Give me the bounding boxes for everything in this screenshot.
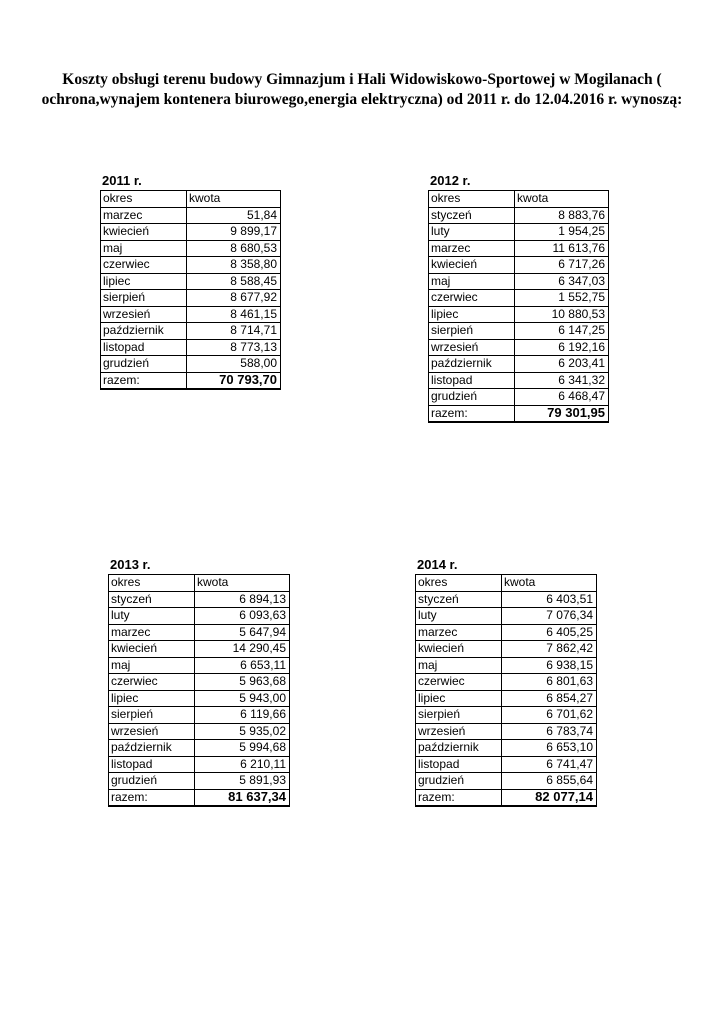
table-row — [109, 707, 290, 724]
month-cell: czerwiec — [429, 290, 515, 307]
table-row — [416, 773, 597, 790]
month-cell: wrzesień — [416, 723, 502, 740]
table-row — [416, 657, 597, 674]
amount-cell: 1 552,75 — [515, 290, 609, 307]
amount-cell: 9 899,17 — [187, 224, 281, 241]
month-cell: lipiec — [429, 306, 515, 323]
header-kwota: kwota — [515, 191, 609, 208]
month-cell: maj — [109, 657, 195, 674]
month-cell: wrzesień — [429, 339, 515, 356]
header-okres: okres — [429, 191, 515, 208]
month-cell: październik — [101, 323, 187, 340]
total-label: razem: — [416, 789, 502, 806]
table-row — [416, 608, 597, 625]
month-cell: grudzień — [109, 773, 195, 790]
amount-cell: 5 935,02 — [195, 723, 290, 740]
year-heading: 2014 r. — [417, 557, 458, 572]
month-cell: wrzesień — [101, 306, 187, 323]
month-cell: lipiec — [101, 273, 187, 290]
table-row — [101, 339, 281, 356]
amount-cell: 5 994,68 — [195, 740, 290, 757]
amount-cell: 6 701,62 — [502, 707, 597, 724]
table-row — [101, 224, 281, 241]
amount-cell: 6 341,32 — [515, 372, 609, 389]
table-block-2011 — [100, 172, 281, 390]
total-row — [429, 405, 609, 422]
header-okres: okres — [101, 191, 187, 208]
month-cell: marzec — [109, 624, 195, 641]
month-cell: listopad — [109, 756, 195, 773]
table-body — [429, 191, 609, 423]
table-row — [109, 773, 290, 790]
month-cell: luty — [429, 224, 515, 241]
amount-cell: 6 653,10 — [502, 740, 597, 757]
table-row — [429, 257, 609, 274]
table-row — [109, 641, 290, 658]
month-cell: sierpień — [429, 323, 515, 340]
table-row — [101, 306, 281, 323]
table-body — [109, 575, 290, 807]
amount-cell: 7 862,42 — [502, 641, 597, 658]
amount-cell: 6 855,64 — [502, 773, 597, 790]
table-body — [416, 575, 597, 807]
month-cell: kwiecień — [429, 257, 515, 274]
table-row — [101, 356, 281, 373]
table-row — [101, 290, 281, 307]
total-label: razem: — [429, 405, 515, 422]
amount-cell: 8 773,13 — [187, 339, 281, 356]
amount-cell: 8 461,15 — [187, 306, 281, 323]
header-row — [416, 575, 597, 592]
cost-table — [415, 574, 597, 807]
month-cell: sierpień — [109, 707, 195, 724]
table-row — [429, 290, 609, 307]
table-row — [429, 323, 609, 340]
month-cell: grudzień — [416, 773, 502, 790]
table-block-2014 — [415, 556, 597, 807]
table-row — [416, 591, 597, 608]
month-cell: lipiec — [416, 690, 502, 707]
table-row — [416, 624, 597, 641]
month-cell: sierpień — [101, 290, 187, 307]
month-cell: styczeń — [429, 207, 515, 224]
month-cell: listopad — [101, 339, 187, 356]
header-row — [101, 191, 281, 208]
amount-cell: 6 093,63 — [195, 608, 290, 625]
year-heading: 2013 r. — [110, 557, 151, 572]
total-row — [101, 372, 281, 389]
table-row — [101, 207, 281, 224]
amount-cell: 1 954,25 — [515, 224, 609, 241]
amount-cell: 6 119,66 — [195, 707, 290, 724]
month-cell: październik — [429, 356, 515, 373]
table-row — [416, 723, 597, 740]
amount-cell: 5 963,68 — [195, 674, 290, 691]
amount-cell: 8 677,92 — [187, 290, 281, 307]
header-kwota: kwota — [187, 191, 281, 208]
table-row — [429, 224, 609, 241]
table-row — [429, 356, 609, 373]
header-row — [109, 575, 290, 592]
amount-cell: 6 741,47 — [502, 756, 597, 773]
table-row — [429, 240, 609, 257]
total-value: 79 301,95 — [515, 405, 609, 422]
total-value: 70 793,70 — [187, 372, 281, 389]
table-body — [101, 191, 281, 390]
amount-cell: 5 943,00 — [195, 690, 290, 707]
table-row — [429, 207, 609, 224]
month-cell: maj — [416, 657, 502, 674]
table-row — [429, 273, 609, 290]
month-cell: styczeń — [109, 591, 195, 608]
month-cell: listopad — [429, 372, 515, 389]
header-okres: okres — [109, 575, 195, 592]
month-cell: maj — [429, 273, 515, 290]
table-row — [101, 257, 281, 274]
month-cell: wrzesień — [109, 723, 195, 740]
amount-cell: 6 717,26 — [515, 257, 609, 274]
month-cell: luty — [109, 608, 195, 625]
cost-table — [428, 190, 609, 423]
month-cell: marzec — [429, 240, 515, 257]
amount-cell: 6 203,41 — [515, 356, 609, 373]
cost-table — [100, 190, 281, 390]
table-row — [429, 389, 609, 406]
table-row — [109, 591, 290, 608]
amount-cell: 8 358,80 — [187, 257, 281, 274]
total-value: 82 077,14 — [502, 789, 597, 806]
header-kwota: kwota — [195, 575, 290, 592]
amount-cell: 6 653,11 — [195, 657, 290, 674]
amount-cell: 6 347,03 — [515, 273, 609, 290]
table-row — [101, 323, 281, 340]
total-row — [109, 789, 290, 806]
table-row — [109, 756, 290, 773]
amount-cell: 6 938,15 — [502, 657, 597, 674]
table-row — [109, 723, 290, 740]
table-row — [416, 756, 597, 773]
year-heading: 2011 r. — [102, 173, 142, 188]
amount-cell: 8 714,71 — [187, 323, 281, 340]
table-row — [109, 690, 290, 707]
month-cell: czerwiec — [101, 257, 187, 274]
month-cell: lipiec — [109, 690, 195, 707]
total-label: razem: — [101, 372, 187, 389]
amount-cell: 5 647,94 — [195, 624, 290, 641]
amount-cell: 6 783,74 — [502, 723, 597, 740]
table-row — [429, 372, 609, 389]
table-row — [109, 740, 290, 757]
amount-cell: 8 883,76 — [515, 207, 609, 224]
total-row — [416, 789, 597, 806]
table-row — [416, 707, 597, 724]
month-cell: maj — [101, 240, 187, 257]
table-row — [429, 306, 609, 323]
amount-cell: 6 468,47 — [515, 389, 609, 406]
amount-cell: 6 403,51 — [502, 591, 597, 608]
amount-cell: 7 076,34 — [502, 608, 597, 625]
header-kwota: kwota — [502, 575, 597, 592]
amount-cell: 8 588,45 — [187, 273, 281, 290]
month-cell: styczeń — [416, 591, 502, 608]
month-cell: kwiecień — [109, 641, 195, 658]
total-value: 81 637,34 — [195, 789, 290, 806]
table-row — [109, 674, 290, 691]
month-cell: luty — [416, 608, 502, 625]
month-cell: grudzień — [101, 356, 187, 373]
document-title: Koszty obsługi terenu budowy Gimnazjum i Hali Widowiskowo-Sportowej w Mogilanach ( ochrona,wynajem kontenera biurowego,energia elektryczna) od 2011 r. do 12.04.2016 r. wynoszą: — [41, 71, 683, 108]
header-okres: okres — [416, 575, 502, 592]
amount-cell: 6 854,27 — [502, 690, 597, 707]
amount-cell: 6 210,11 — [195, 756, 290, 773]
amount-cell: 10 880,53 — [515, 306, 609, 323]
month-cell: październik — [109, 740, 195, 757]
table-row — [416, 740, 597, 757]
month-cell: marzec — [416, 624, 502, 641]
amount-cell: 14 290,45 — [195, 641, 290, 658]
cost-table — [108, 574, 290, 807]
amount-cell: 5 891,93 — [195, 773, 290, 790]
year-heading: 2012 r. — [430, 173, 471, 188]
header-row — [429, 191, 609, 208]
table-row — [101, 273, 281, 290]
month-cell: październik — [416, 740, 502, 757]
table-row — [416, 690, 597, 707]
amount-cell: 6 405,25 — [502, 624, 597, 641]
table-row — [416, 674, 597, 691]
amount-cell: 6 894,13 — [195, 591, 290, 608]
total-label: razem: — [109, 789, 195, 806]
month-cell: czerwiec — [109, 674, 195, 691]
amount-cell: 11 613,76 — [515, 240, 609, 257]
amount-cell: 51,84 — [187, 207, 281, 224]
table-row — [101, 240, 281, 257]
amount-cell: 6 801,63 — [502, 674, 597, 691]
month-cell: sierpień — [416, 707, 502, 724]
table-block-2012 — [428, 172, 609, 423]
month-cell: kwiecień — [416, 641, 502, 658]
amount-cell: 588,00 — [187, 356, 281, 373]
month-cell: grudzień — [429, 389, 515, 406]
month-cell: marzec — [101, 207, 187, 224]
table-row — [109, 624, 290, 641]
table-row — [109, 608, 290, 625]
table-row — [429, 339, 609, 356]
month-cell: czerwiec — [416, 674, 502, 691]
amount-cell: 6 192,16 — [515, 339, 609, 356]
table-block-2013 — [108, 556, 290, 807]
table-row — [416, 641, 597, 658]
amount-cell: 8 680,53 — [187, 240, 281, 257]
table-row — [109, 657, 290, 674]
amount-cell: 6 147,25 — [515, 323, 609, 340]
month-cell: kwiecień — [101, 224, 187, 241]
month-cell: listopad — [416, 756, 502, 773]
